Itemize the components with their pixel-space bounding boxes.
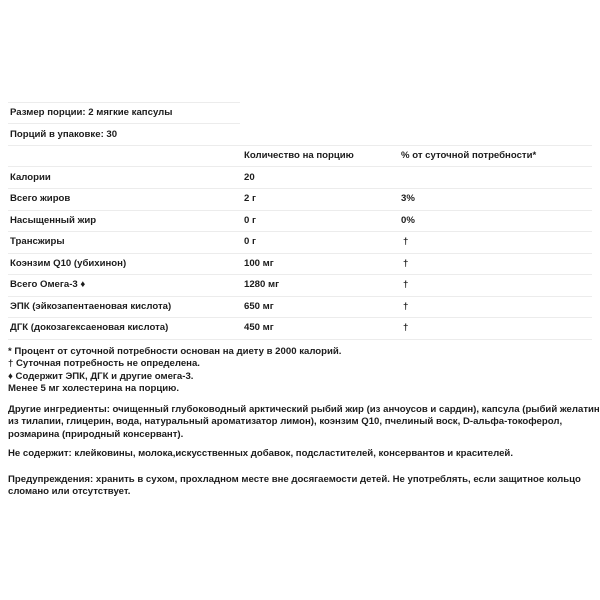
ingredients-line: Другие ингредиенты: очищенный глубоководный арктический рыбий жир (из анчоусов и сардин), капсула (рыбий желатин — [8, 404, 600, 415]
divider — [8, 210, 592, 211]
divider — [8, 188, 592, 189]
divider — [8, 274, 592, 275]
footnotes — [8, 346, 596, 396]
nutrient-amount: 100 мг — [244, 258, 274, 269]
nutrient-amount: 0 г — [244, 236, 256, 247]
nutrient-dv: 3% — [401, 193, 415, 204]
ingredients-line: розмарина (природный консервант). — [8, 428, 184, 440]
header-amount: Количество на порцию — [244, 150, 354, 161]
divider — [8, 145, 592, 146]
footnote-cholesterol: Менее 5 мг холестерина на порцию. — [8, 383, 180, 395]
dagger-icon: † — [403, 258, 409, 269]
divider — [8, 317, 592, 318]
dagger-icon: † — [403, 279, 409, 290]
divider — [8, 296, 592, 297]
divider — [8, 231, 592, 232]
nutrient-name: Коэнзим Q10 (убихинон) — [10, 258, 127, 269]
nutrient-name: ДГК (докозагексаеновая кислота) — [10, 322, 169, 333]
divider — [8, 166, 592, 167]
nutrient-name: Насыщенный жир — [10, 215, 97, 226]
nutrient-amount: 20 — [244, 172, 255, 183]
dagger-icon: † — [403, 322, 409, 333]
ingredients-line: из тилапии, глицерин, вода, натуральный ароматизатор лимон), коэнзим Q10, пчелиный воск, D-альфа-токоферол, — [8, 416, 563, 428]
nutrient-amount: 2 г — [244, 193, 256, 204]
free-from-text: Не содержит: клейковины, молока,искусственных добавок, подсластителей, консервантов и красителей. — [8, 448, 513, 459]
warnings-line: Предупреждения: хранить в сухом, прохладном месте вне досягаемости детей. Не употреблять, если защитное кольцо — [8, 474, 581, 485]
nutrient-name: Трансжиры — [10, 236, 65, 247]
footnote-not-established: † Суточная потребность не определена. — [8, 358, 200, 370]
nutrient-amount: 0 г — [244, 215, 256, 226]
warnings-line: сломано или отсутствует. — [8, 486, 131, 498]
nutrient-name: ЭПК (эйкозапентаеновая кислота) — [10, 301, 172, 312]
nutrient-amount: 450 мг — [244, 322, 274, 333]
warnings — [8, 474, 596, 499]
nutrient-dv: 0% — [401, 215, 415, 226]
footnote-daily-value: * Процент от суточной потребности основан на диету в 2000 калорий. — [8, 346, 342, 357]
dagger-icon: † — [403, 236, 409, 247]
free-from — [8, 448, 596, 460]
nutrient-amount: 1280 мг — [244, 279, 280, 290]
nutrient-name: Всего Омега-3 ♦ — [10, 279, 86, 290]
divider — [8, 253, 592, 254]
serving-size: Размер порции: 2 мягкие капсулы — [10, 107, 173, 118]
nutrient-amount: 650 мг — [244, 301, 274, 312]
servings-per-container: Порций в упаковке: 30 — [10, 129, 118, 140]
header-daily-value: % от суточной потребности* — [401, 150, 537, 161]
other-ingredients — [8, 404, 600, 441]
divider — [8, 123, 240, 124]
nutrient-name: Калории — [10, 172, 51, 183]
divider — [8, 102, 240, 103]
divider — [8, 339, 592, 340]
nutrient-name: Всего жиров — [10, 193, 71, 204]
dagger-icon: † — [403, 301, 409, 312]
footnote-omega3: ♦ Содержит ЭПК, ДГК и другие омега-3. — [8, 370, 194, 382]
